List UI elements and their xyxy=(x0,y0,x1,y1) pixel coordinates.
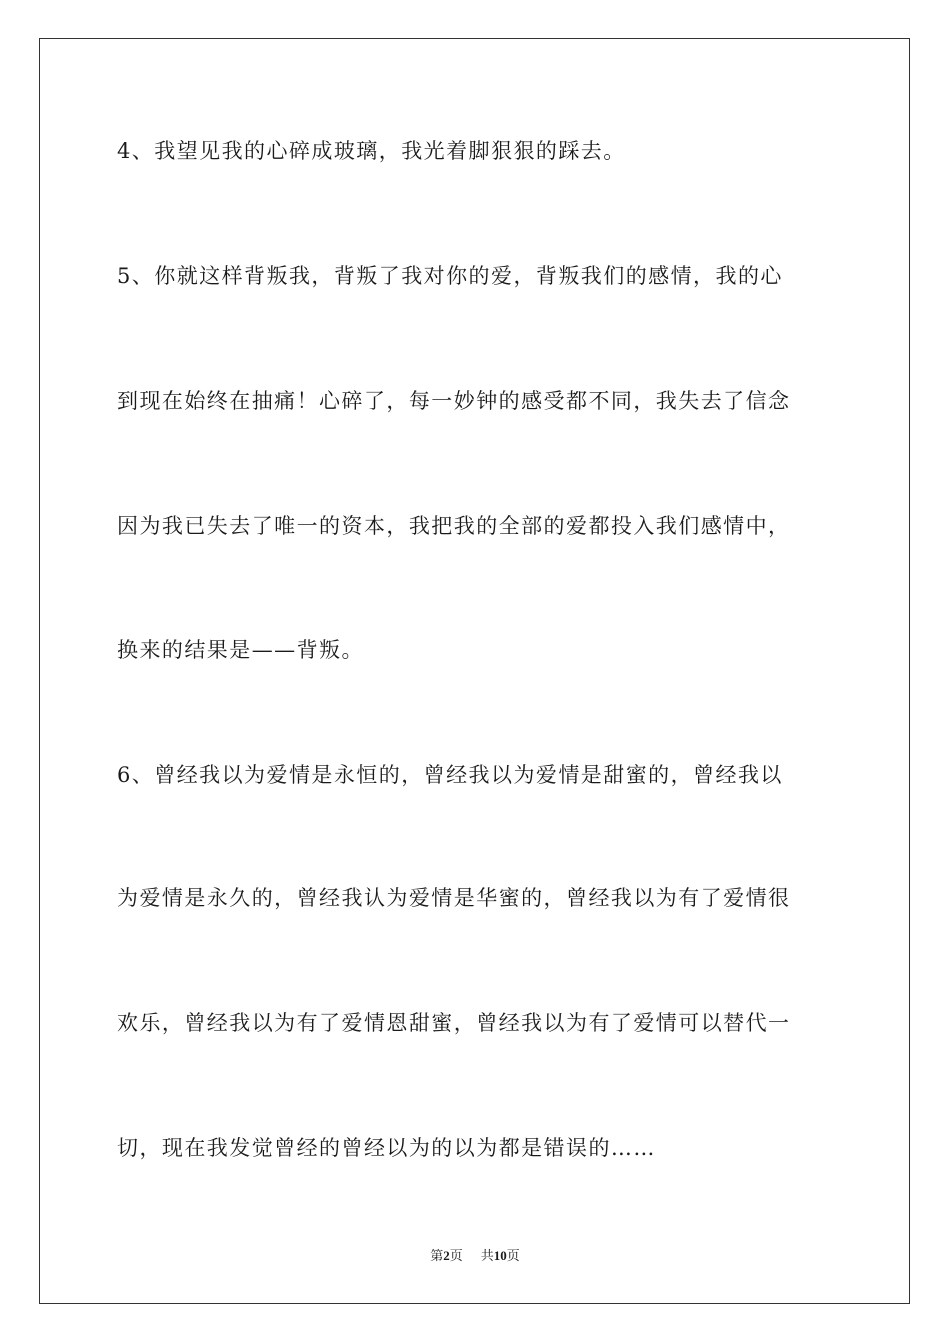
text-line-1: 4、我望见我的心碎成玻璃，我光着脚狠狠的踩去。 xyxy=(117,139,626,163)
footer-total-prefix: 共 xyxy=(480,1248,494,1263)
footer-page-prefix: 第 xyxy=(430,1248,444,1263)
footer-page-number: 2 xyxy=(443,1248,450,1263)
text-line-5: 换来的结果是——背叛。 xyxy=(117,638,364,662)
text-line-8: 欢乐，曾经我以为有了爱情恩甜蜜，曾经我以为有了爱情可以替代一 xyxy=(117,1011,791,1035)
text-line-7: 为爱情是永久的，曾经我认为爱情是华蜜的，曾经我以为有了爱情很 xyxy=(117,886,791,910)
text-line-6: 6、曾经我以为爱情是永恒的，曾经我以为爱情是甜蜜的，曾经我以 xyxy=(117,763,783,787)
footer-total-pages: 10 xyxy=(493,1248,507,1263)
text-line-3: 到现在始终在抽痛！心碎了，每一妙钟的感受都不同，我失去了信念 xyxy=(117,389,791,413)
footer-page-suffix: 页 xyxy=(449,1248,463,1263)
footer-total-suffix: 页 xyxy=(506,1248,520,1263)
page-footer xyxy=(0,1247,950,1265)
text-line-2: 5、你就这样背叛我，背叛了我对你的爱，背叛我们的感情，我的心 xyxy=(117,264,783,288)
text-line-9: 切，现在我发觉曾经的曾经以为的以为都是错误的…… xyxy=(117,1136,656,1160)
text-line-4: 因为我已失去了唯一的资本，我把我的全部的爱都投入我们感情中， xyxy=(117,514,791,538)
page-border xyxy=(39,38,910,1304)
